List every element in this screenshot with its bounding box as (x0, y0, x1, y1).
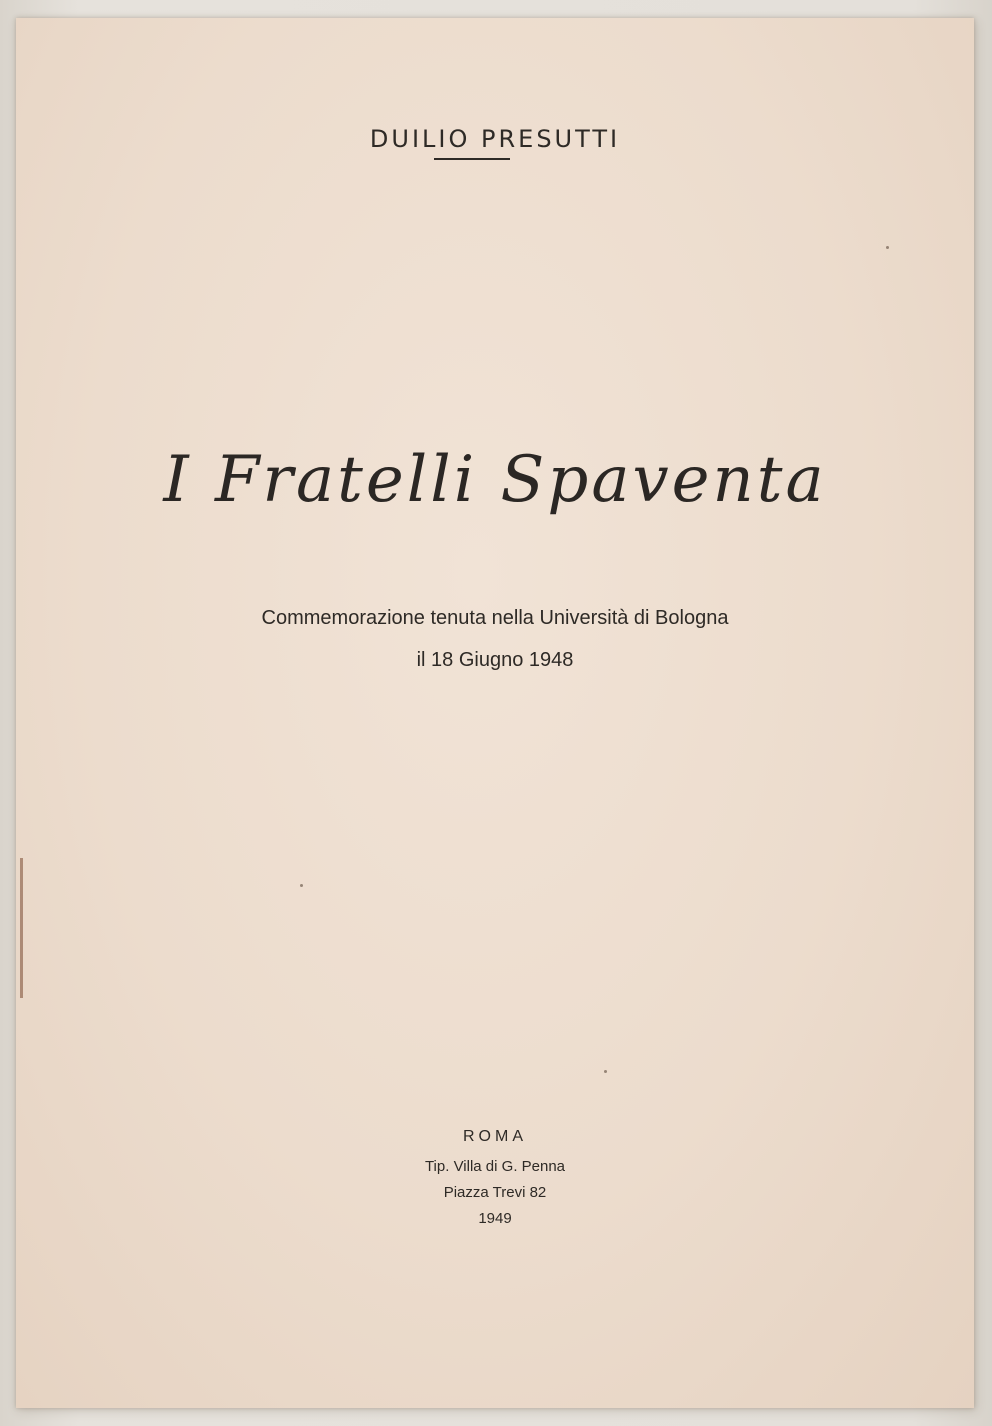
imprint-year: 1949 (478, 1210, 512, 1227)
book-title: I Fratelli Spaventa (163, 443, 827, 517)
binding-edge (20, 858, 23, 998)
paper-speck (886, 246, 889, 249)
booklet-cover (16, 18, 974, 1408)
author-name: DUILIO PRESUTTI (369, 125, 621, 153)
paper-speck (300, 884, 303, 887)
paper-speck (604, 1070, 607, 1073)
subtitle-line-2: il 18 Giugno 1948 (416, 649, 574, 671)
imprint-city: ROMA (463, 1128, 527, 1145)
author-underline (434, 158, 510, 160)
imprint-printer: Tip. Villa di G. Penna (424, 1158, 566, 1175)
subtitle-line-1: Commemorazione tenuta nella Università di Bologna (261, 607, 729, 629)
imprint-address: Piazza Trevi 82 (443, 1184, 547, 1201)
